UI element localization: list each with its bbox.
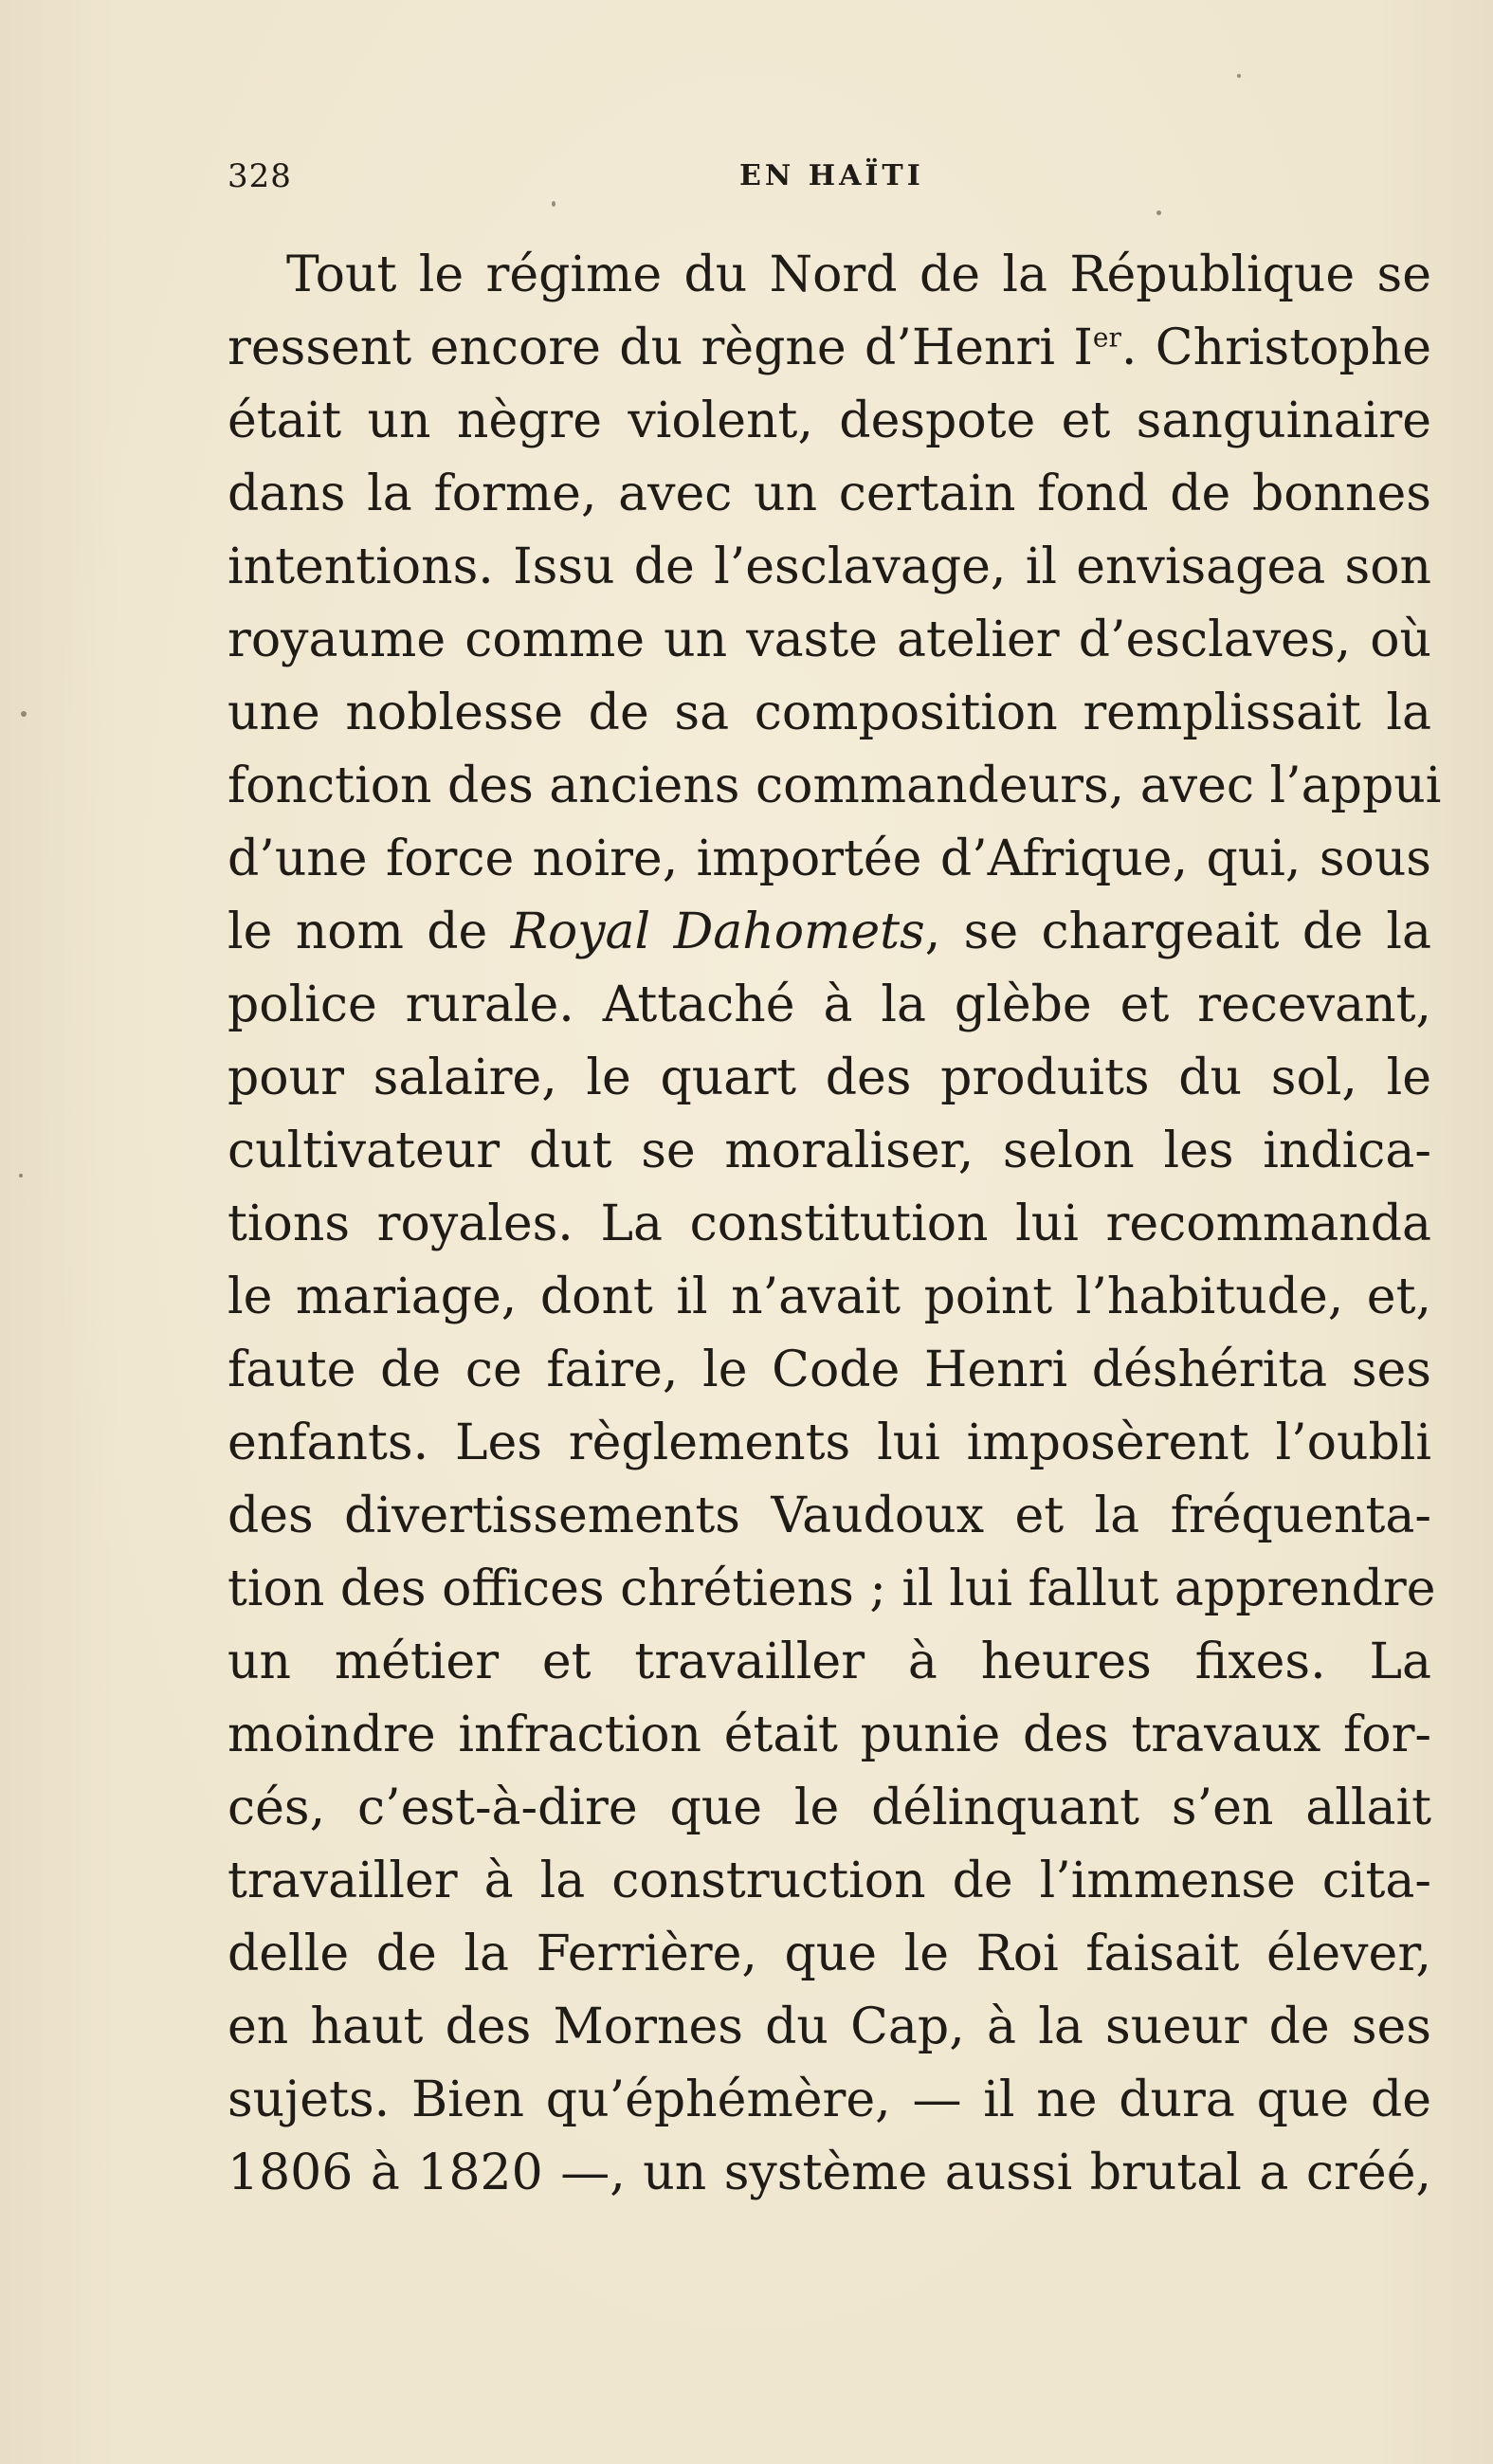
body-text <box>228 239 1442 2210</box>
text-line: le mariage, dont il n’avait point l’habitude, et, <box>228 1269 1431 1325</box>
text-line: tion des offices chrétiens ; il lui fallut apprendre <box>228 1561 1436 1617</box>
text-line: dans la forme, avec un certain fond de bonnes <box>228 465 1431 522</box>
text-line: pour salaire, le quart des produits du sol, le <box>228 1049 1431 1106</box>
text-line: sujets. Bien qu’éphémère, — il ne dura que de <box>228 2072 1431 2128</box>
text-line: enfants. Les règlements lui imposèrent l’oubli <box>228 1415 1431 1471</box>
text-line: était un nègre violent, despote et sanguinaire <box>228 392 1431 449</box>
text-line: intentions. Issu de l’esclavage, il envisagea son <box>228 538 1431 595</box>
text-line: cés, c’est-à-dire que le délinquant s’en allait <box>228 1780 1431 1836</box>
text-line: d’une force noire, importée d’Afrique, qui, sous <box>228 830 1431 887</box>
text-line: Tout le régime du Nord de la République se <box>286 246 1431 303</box>
page-number: 328 <box>228 157 292 195</box>
text-line: le nom de Royal Dahomets, se chargeait de la <box>228 903 1431 960</box>
text-line: delle de la Ferrière, que le Roi faisait élever, <box>228 1926 1431 1982</box>
text-line: police rurale. Attaché à la glèbe et recevant, <box>228 976 1431 1033</box>
text-line: tions royales. La constitution lui recommanda <box>228 1195 1431 1252</box>
paper-speck <box>1237 74 1241 78</box>
running-head <box>228 157 1422 195</box>
text-line: moindre infraction était punie des travaux for- <box>228 1707 1431 1763</box>
running-title: EN HAÏTI <box>739 159 924 192</box>
text-line: une noblesse de sa composition remplissait la <box>228 684 1431 741</box>
text-line: ressent encore du règne d’Henri Ier. Christophe <box>228 319 1431 376</box>
text-line: des divertissements Vaudoux et la fréquenta- <box>228 1488 1431 1544</box>
paper-speck <box>19 1174 23 1177</box>
italic-term: Royal Dahomets <box>510 903 925 960</box>
superscript: er <box>1092 321 1121 354</box>
paper-speck <box>1156 210 1161 215</box>
text-line: 1806 à 1820 —, un système aussi brutal a créé, <box>228 2145 1431 2201</box>
paper-speck <box>552 201 555 207</box>
text-line: un métier et travailler à heures fixes. La <box>228 1634 1431 1690</box>
paper-speck <box>21 711 27 717</box>
text-line: faute de ce faire, le Code Henri déshérita ses <box>228 1342 1431 1398</box>
text-line: en haut des Mornes du Cap, à la sueur de ses <box>228 1999 1431 2055</box>
text-line: travailler à la construction de l’immense cita- <box>228 1853 1431 1909</box>
text-line: royaume comme un vaste atelier d’esclaves, où <box>228 611 1431 668</box>
text-line: cultivateur dut se moraliser, selon les indica- <box>228 1122 1431 1179</box>
text-line: fonction des anciens commandeurs, avec l’appui <box>228 757 1442 814</box>
